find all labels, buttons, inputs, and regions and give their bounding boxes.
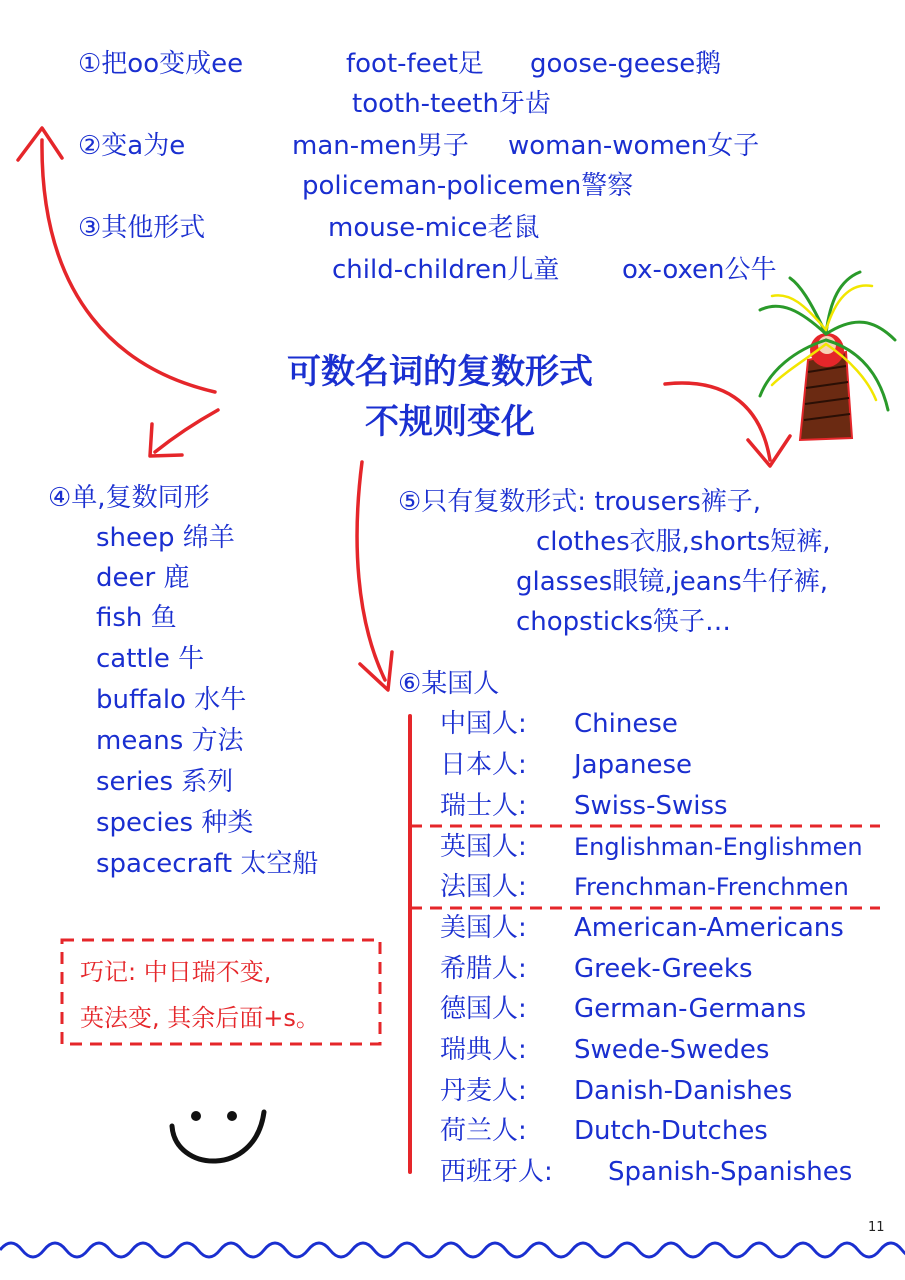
tip-line-1: 巧记: 中日瑞不变, [80,958,272,986]
nationality-en: American-Americans [574,913,844,943]
nationality-cn: 日本人: [440,750,527,780]
nationality-cn: 西班牙人: [440,1157,553,1187]
rule4-heading: ④单,复数同形 [48,483,210,513]
rule4-item: species 种类 [96,808,254,838]
arrow-down-center [357,462,385,680]
rule3-example-3: ox-oxen公牛 [622,255,777,285]
arrow-up-left-head [18,128,62,160]
arrow-up-left [42,140,215,392]
palm-tree-doodle [760,272,895,440]
rule2-example-1: man-men男子 [292,131,469,161]
nationality-cn: 法国人: [440,872,527,902]
rule4-item: spacecraft 太空船 [96,849,319,879]
page-number: 11 [868,1220,885,1235]
rule5-line-1: ⑤只有复数形式: trousers裤子, [398,487,762,517]
nationality-en: Japanese [574,750,693,780]
rule2-example-2: woman-women女子 [508,131,760,161]
rule3-heading: ③其他形式 [78,213,206,243]
rule6-heading: ⑥某国人 [398,669,500,699]
nationality-cn: 希腊人: [440,954,527,984]
arrow-down-left [155,410,218,452]
nationality-cn: 中国人: [440,709,527,739]
rule2-heading: ②变a为e [78,131,186,161]
nationality-en: Dutch-Dutches [574,1116,768,1146]
nationality-en: Chinese [574,709,678,739]
rule3-example-2: child-children儿童 [332,255,560,285]
nationality-cn: 瑞士人: [440,791,527,821]
rule1-example-2: goose-geese鹅 [530,49,722,79]
tip-line-2: 英法变, 其余后面+s。 [80,1004,320,1032]
nationality-en: Danish-Danishes [574,1076,793,1106]
nationality-cn: 美国人: [440,913,527,943]
nationality-en: Swede-Swedes [574,1035,770,1065]
rule1-example-3: tooth-teeth牙齿 [352,89,551,119]
rule3-example-1: mouse-mice老鼠 [328,213,540,243]
rule5-line-2: clothes衣服,shorts短裤, [536,527,831,557]
rule2-example-3: policeman-policemen警察 [302,171,634,201]
page-title-line-1: 可数名词的复数形式 [287,352,593,392]
nationality-cn: 瑞典人: [440,1035,527,1065]
rule4-item: series 系列 [96,767,234,797]
rule1-example-1: foot-feet足 [346,49,484,79]
rule5-line-3: glasses眼镜,jeans牛仔裤, [516,567,829,597]
rule4-item: sheep 绵羊 [96,523,235,553]
nationality-cn: 德国人: [440,994,527,1024]
nationality-en: German-Germans [574,994,807,1024]
rule4-item: cattle 牛 [96,644,205,674]
nationality-cn: 英国人: [440,832,527,862]
wavy-bottom-border [0,1243,905,1257]
nationality-en: Greek-Greeks [574,954,753,984]
smiley-face-icon [172,1111,264,1161]
nationality-en: Spanish-Spanishes [608,1157,853,1187]
rule4-item: means 方法 [96,726,244,756]
page-title-line-2: 不规则变化 [365,402,535,442]
nationality-cn: 荷兰人: [440,1116,527,1146]
nationality-en: Frenchman-Frenchmen [574,873,849,901]
nationality-en: Englishman-Englishmen [574,833,863,861]
nationality-en: Swiss-Swiss [574,791,728,821]
rule1-heading: ①把oo变成ee [78,49,244,79]
rule4-item: deer 鹿 [96,563,190,593]
rule4-item: fish 鱼 [96,603,177,633]
rule4-item: buffalo 水牛 [96,685,247,715]
rule5-line-4: chopsticks筷子… [516,607,732,637]
nationality-cn: 丹麦人: [440,1076,527,1106]
